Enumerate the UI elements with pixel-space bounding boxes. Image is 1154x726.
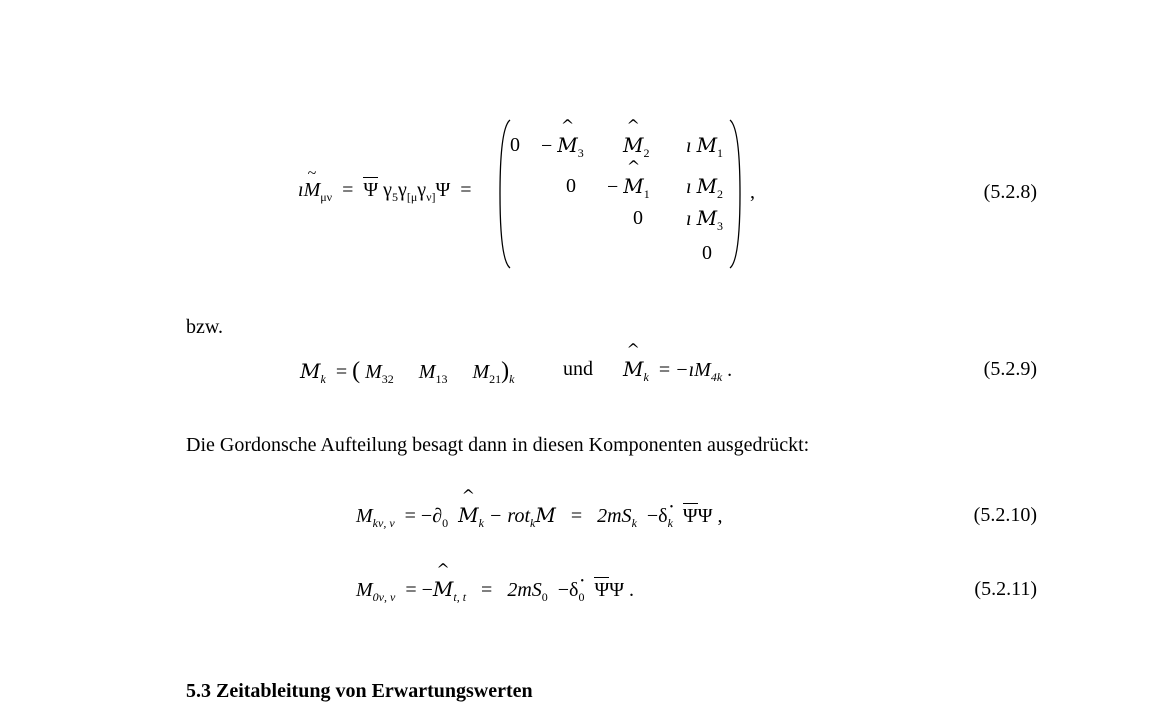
- cal-M-hat: ^ M: [458, 505, 478, 525]
- imaginary-i: ı: [298, 179, 304, 201]
- equals-minus-partial: = −∂: [404, 505, 443, 527]
- matrix-entry-r2-c4: [686, 174, 724, 201]
- subscript-0: 0: [442, 516, 449, 530]
- matrix-entry-r1-c2: [541, 133, 584, 160]
- cal-M: M: [696, 206, 718, 230]
- M-symbol: M: [365, 361, 382, 383]
- subscript-0: 0: [541, 590, 548, 604]
- psi: Ψ: [697, 505, 713, 527]
- imaginary-i: ı: [686, 135, 697, 157]
- matrix-entry-r2-c3: [607, 174, 650, 201]
- matrix-entry-r1-c3: [623, 133, 650, 160]
- subscript-5: 5: [391, 190, 398, 204]
- matrix-entry-r1-c4: [686, 133, 724, 160]
- psi: Ψ: [609, 579, 625, 601]
- M-symbol: M: [356, 505, 373, 527]
- M-symbol: M: [418, 361, 436, 383]
- subscript-k-dot: $_k$ •: [668, 516, 673, 530]
- cal-M-hat: ^ M: [623, 176, 643, 196]
- matrix-entry-r1-c1: 0: [510, 134, 520, 156]
- minus-delta: −δ: [646, 505, 668, 527]
- period: .: [629, 579, 635, 601]
- imaginary-i: ı: [686, 176, 697, 198]
- bzw-text: bzw.: [186, 316, 224, 338]
- subscript-nu: ν]: [426, 190, 436, 204]
- und-text: und: [563, 358, 593, 380]
- equation-5-2-10: [356, 503, 723, 530]
- cal-M: M: [696, 133, 718, 157]
- two-m-S: 2mS: [507, 579, 542, 601]
- subscript-3: 3: [577, 146, 584, 160]
- subscript-1: 1: [717, 146, 724, 160]
- subscript-mu-nu: μν: [320, 190, 333, 204]
- cal-M-hat: ^ M: [623, 359, 643, 379]
- minus: −: [607, 176, 624, 198]
- subscript-21: 21: [489, 372, 502, 386]
- gamma-mu: γ: [397, 179, 407, 201]
- subscript-0-nu-nu: 0ν, ν: [372, 590, 396, 604]
- subscript-13: 13: [435, 372, 448, 386]
- equation-number-5-2-11: (5.2.11): [974, 578, 1037, 600]
- psi: Ψ: [435, 179, 451, 201]
- subscript-2: 2: [643, 146, 650, 160]
- period: .: [727, 359, 733, 381]
- equation-5-2-8-comma: ,: [750, 181, 755, 203]
- equation-number-5-2-10: (5.2.10): [973, 504, 1037, 526]
- subscript-k: k: [478, 516, 484, 530]
- equation-5-2-9-rhs: [623, 357, 733, 384]
- cal-M-hat: ^ M: [623, 135, 643, 155]
- M-symbol: M: [356, 579, 373, 601]
- subscript-k: k: [320, 372, 326, 386]
- psi-bar: Ψ: [682, 505, 698, 527]
- subscript-3: 3: [717, 219, 724, 233]
- equals-sign: =: [335, 361, 348, 383]
- M-symbol: M: [472, 361, 490, 383]
- matrix-right-paren: [728, 118, 742, 270]
- subscript-mu: [μ: [406, 190, 418, 204]
- matrix-entry-r3-c3: 0: [633, 207, 643, 229]
- minus: −: [541, 135, 558, 157]
- paragraph-text: Die Gordonsche Aufteilung besagt dann in diesen Komponenten ausgedrückt:: [186, 434, 810, 456]
- subscript-0-dot: $_0$ •: [578, 590, 584, 604]
- right-paren: ): [501, 358, 510, 384]
- M-tilde-symbol: ~ M: [304, 180, 321, 200]
- cal-M-hat: ^ M: [433, 579, 453, 599]
- two-m-S: 2mS: [597, 505, 632, 527]
- matrix-entry-r3-c4: [686, 206, 724, 233]
- subscript-2: 2: [717, 187, 724, 201]
- subscript-32: 32: [381, 372, 394, 386]
- psi-bar: Ψ: [594, 579, 610, 601]
- section-heading: 5.3 Zeitableitung von Erwartungswerten: [186, 680, 533, 702]
- equals-sign: =: [481, 579, 493, 601]
- subscript-t-t: t, t: [453, 590, 467, 604]
- equals-sign-2: =: [460, 179, 472, 201]
- equals-minus: = −: [405, 579, 433, 601]
- equals-sign: =: [658, 359, 671, 381]
- minus-i-M: −ıM: [675, 359, 711, 381]
- subscript-k: k: [631, 516, 637, 530]
- subscript-k: k: [509, 372, 515, 386]
- imaginary-i: ı: [686, 208, 697, 230]
- psi-bar: Ψ: [363, 179, 379, 201]
- subscript-k: k: [530, 516, 536, 530]
- subscript-4k: 4k: [710, 370, 723, 384]
- cal-M: M: [535, 503, 556, 527]
- gamma-nu: γ: [417, 179, 427, 201]
- subscript-1: 1: [643, 187, 650, 201]
- cal-M-hat: ^ M: [557, 135, 577, 155]
- subscript-k: k: [643, 370, 649, 384]
- cal-M: M: [696, 174, 718, 198]
- minus-rot: − rot: [483, 505, 531, 527]
- subscript-k-nu-nu: kν, ν: [372, 516, 395, 530]
- left-paren: (: [352, 358, 361, 384]
- minus-delta: −δ: [557, 579, 579, 601]
- equation-number-5-2-9: (5.2.9): [983, 358, 1037, 380]
- equals-sign: =: [570, 505, 583, 527]
- matrix-entry-r4-c4: 0: [702, 242, 712, 264]
- equation-5-2-9: [300, 358, 515, 386]
- equals-sign: =: [342, 179, 354, 201]
- gamma-5: γ: [383, 179, 392, 201]
- equation-number-5-2-8: (5.2.8): [983, 181, 1037, 203]
- equation-5-2-8-lhs: [298, 179, 472, 204]
- comma: ,: [717, 505, 723, 527]
- equation-5-2-11: [356, 577, 635, 604]
- cal-M: M: [300, 359, 321, 383]
- matrix-entry-r2-c2: 0: [566, 175, 576, 197]
